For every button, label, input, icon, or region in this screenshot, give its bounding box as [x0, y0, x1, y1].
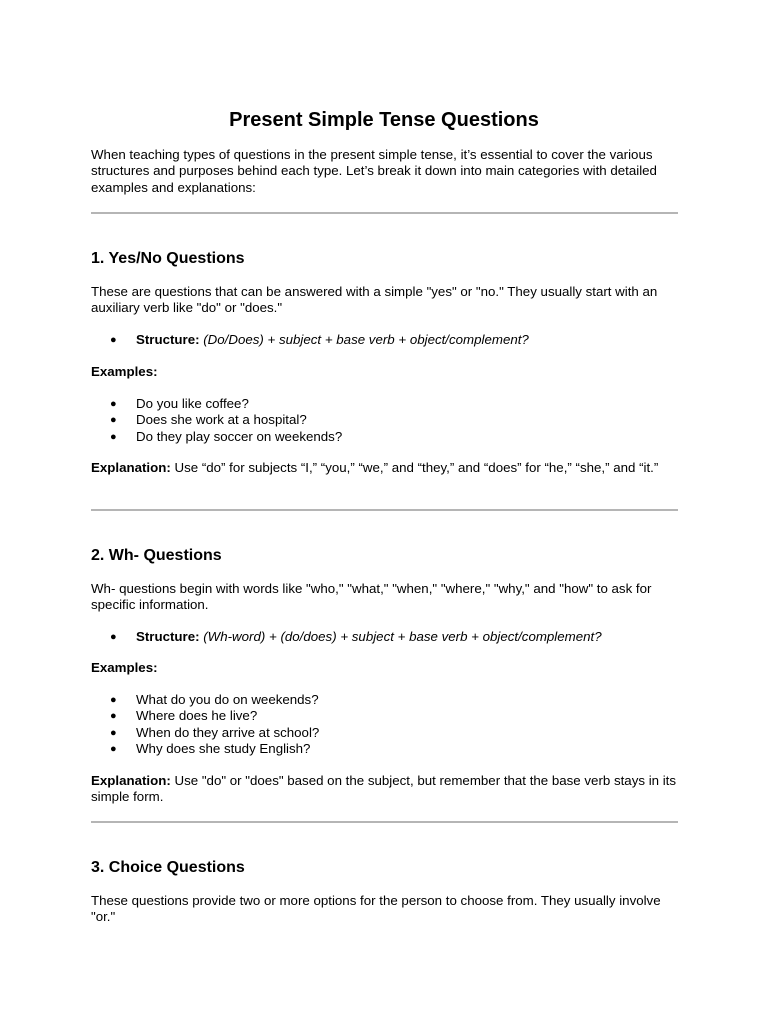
bullet-icon: ● [110, 398, 117, 410]
page-title: Present Simple Tense Questions [229, 109, 539, 131]
explanation-label: Explanation: [91, 773, 171, 788]
section-description: Wh- questions begin with words like "who," "what," "when," "where," "why," and "how" to ask for specific information. [91, 581, 652, 613]
explanation-label: Explanation: [91, 460, 171, 475]
example-text: Do you like coffee? [136, 396, 249, 411]
example-text: Does she work at a hospital? [136, 412, 307, 428]
section-divider [91, 821, 678, 823]
list-item [110, 429, 342, 445]
bullet-icon: ● [110, 631, 117, 643]
bullet-icon: ● [110, 694, 117, 706]
list-item [110, 396, 342, 412]
structure-formula: (Do/Does) + subject + base verb + object/complement? [203, 332, 529, 347]
examples-label: Examples: [91, 364, 158, 379]
bullet-icon: ● [110, 414, 117, 427]
example-text: When do they arrive at school? [136, 724, 320, 740]
examples-list [110, 396, 342, 445]
section-heading-wh: 2. Wh- Questions [91, 547, 222, 564]
example-text: Do they play soccer on weekends? [136, 428, 343, 444]
list-item [110, 708, 319, 724]
section-description: These questions provide two or more options for the person to choose from. They usually involve "or." [91, 893, 661, 925]
section-divider [91, 509, 678, 511]
section-divider [91, 212, 678, 214]
explanation-text: Use "do" or "does" based on the subject, but remember that the base verb stays in its simple form. [91, 773, 677, 805]
list-item [110, 725, 319, 741]
structure-label: Structure: [136, 629, 200, 644]
structure-list [110, 629, 602, 645]
section-description: These are questions that can be answered with a simple "yes" or "no." They usually start with an auxiliary verb like "do" or "does." [91, 284, 658, 316]
explanation-paragraph [91, 460, 681, 476]
structure-label: Structure: [136, 332, 200, 347]
explanation-text: Use “do” for subjects “I,” “you,” “we,” and “they,” and “does” for “he,” “she,” and “it.” [174, 460, 659, 475]
bullet-icon: ● [110, 710, 117, 723]
bullet-icon: ● [110, 726, 117, 739]
list-item [110, 741, 319, 757]
example-text: What do you do on weekends? [136, 692, 319, 707]
example-text: Why does she study English? [136, 741, 311, 757]
section-heading-yes-no: 1. Yes/No Questions [91, 250, 245, 267]
bullet-icon: ● [110, 743, 117, 756]
structure-item [110, 332, 529, 348]
examples-label: Examples: [91, 660, 158, 675]
example-text: Where does he live? [136, 708, 258, 724]
structure-item [110, 629, 602, 645]
list-item [110, 412, 342, 428]
structure-list [110, 332, 529, 348]
section-heading-choice: 3. Choice Questions [91, 859, 245, 876]
structure-formula: (Wh-word) + (do/does) + subject + base verb + object/complement? [203, 629, 602, 644]
explanation-paragraph [91, 773, 681, 806]
list-item [110, 692, 319, 708]
bullet-icon: ● [110, 430, 117, 443]
examples-list [110, 692, 319, 758]
bullet-icon: ● [110, 334, 117, 346]
intro-paragraph: When teaching types of questions in the present simple tense, it’s essential to cover the various structures and purposes behind each type. Let’s break it down into main categories with detailed examples and explanations: [91, 147, 657, 195]
